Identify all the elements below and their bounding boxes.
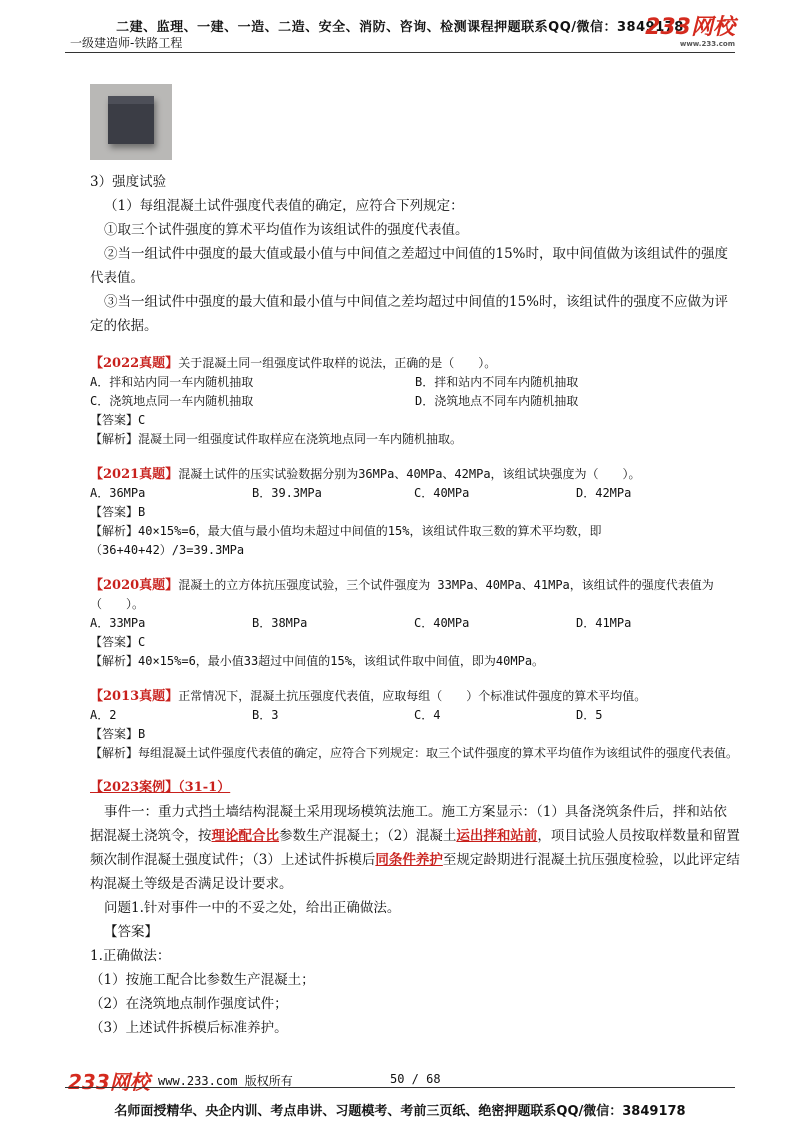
keyword: 理论配合比 bbox=[211, 828, 279, 844]
keyword: 运出拌和站前 bbox=[456, 828, 538, 844]
option: B．拌和站内不同车内随机抽取 bbox=[415, 375, 579, 389]
analysis: 【解析】40×15%=6，最大值与最小值均未超过中间值的15%，该组试件取三数的算术平均数，即（36+40+42）/3=39.3MPa bbox=[90, 524, 602, 557]
option: B．39.3MPa bbox=[252, 486, 322, 500]
header-subtitle: 一级建造师-铁路工程 bbox=[70, 36, 183, 50]
brand-logo-url: www.233.com bbox=[679, 40, 735, 48]
page-number: 50 / 68 bbox=[390, 1072, 441, 1086]
option-row bbox=[90, 392, 740, 411]
footer-banner: 名师面授精华、央企内训、考点串讲、习题模考、考前三页纸、绝密押题联系QQ/微信：3849178 bbox=[114, 1104, 686, 1119]
question-tag: 【2013真题】 bbox=[90, 689, 179, 704]
option: D．42MPa bbox=[576, 486, 632, 500]
question-tag: 【2022真题】 bbox=[90, 356, 179, 371]
footer-logo[interactable]: 233网校 bbox=[68, 1070, 150, 1094]
answer: 【答案】B bbox=[90, 505, 146, 519]
option: D．5 bbox=[576, 708, 603, 722]
analysis: 【解析】混凝土同一组强度试件取样应在浇筑地点同一车内随机抽取。 bbox=[90, 432, 463, 446]
case-question: 问题1.针对事件一中的不妥之处，给出正确做法。 bbox=[104, 900, 401, 916]
footer-site: www.233.com 版权所有 bbox=[158, 1074, 293, 1088]
answer: 【答案】B bbox=[90, 727, 146, 741]
option: C．40MPa bbox=[414, 486, 470, 500]
answer: 【答案】C bbox=[90, 635, 146, 649]
cube-shape bbox=[108, 96, 154, 144]
header-banner: 二建、监理、一建、一造、二造、安全、消防、咨询、检测课程押题联系QQ/微信：3849178 bbox=[116, 20, 684, 35]
footer-divider bbox=[65, 1087, 735, 1088]
question-stem: 【2020真题】混凝土的立方体抗压强度试验，三个试件强度为 33MPa、40MPa、41MPa，该组试件的强度代表值为（ ）。 bbox=[90, 578, 714, 611]
question-stem: 【2021真题】混凝土试件的压实试验数据分别为36MPa、40MPa、42MPa，该组试块强度为（ ）。 bbox=[90, 467, 641, 482]
section-heading: 3）强度试验 bbox=[90, 174, 167, 190]
brand-logo-text: 233网校 bbox=[645, 15, 735, 40]
option: B．3 bbox=[252, 708, 279, 722]
case-heading: 【2023案例】（31-1） bbox=[90, 780, 231, 795]
option: A．33MPa bbox=[90, 616, 146, 630]
case-answer-line: （3）上述试件拆模后标准养护。 bbox=[90, 1020, 288, 1036]
rule-item-2: ②当一组试件中强度的最大值或最小值与中间值之差超过中间值的15%时，取中间值做为该组试件的强度代表值。 bbox=[90, 246, 729, 286]
option: A．拌和站内同一车内随机抽取 bbox=[90, 375, 254, 389]
case-event: 事件一：重力式挡土墙结构混凝土采用现场模筑法施工。施工方案显示：（1）具备浇筑条件后，拌和站依据混凝土浇筑令，按理论配合比参数生产混凝土；（2）混凝土运出拌和站前，项目试验人员按取样数量和留置频次制作混凝土强度试件；（3）上述试件拆模后同条件养护至规定龄期进行混凝土抗压强度检验，以此评定结构混凝土等级是否满足设计要求。 bbox=[90, 804, 740, 892]
option: C．4 bbox=[414, 708, 441, 722]
option-row bbox=[90, 706, 740, 725]
option: C．浇筑地点同一车内随机抽取 bbox=[90, 394, 254, 408]
option-row bbox=[90, 614, 740, 633]
brand-logo[interactable] bbox=[645, 16, 735, 48]
case-answer-line: （2）在浇筑地点制作强度试件； bbox=[90, 996, 288, 1012]
option: D．41MPa bbox=[576, 616, 632, 630]
rule-item-1: ①取三个试件强度的算术平均值作为该组试件的强度代表值。 bbox=[104, 222, 469, 238]
option: C．40MPa bbox=[414, 616, 470, 630]
keyword: 同条件养护 bbox=[375, 852, 443, 868]
header-divider bbox=[65, 52, 735, 53]
option: A．36MPa bbox=[90, 486, 146, 500]
option: D．浇筑地点不同车内随机抽取 bbox=[415, 394, 579, 408]
rule-intro: （1）每组混凝土试件强度代表值的确定，应符合下列规定： bbox=[104, 198, 464, 214]
option: B．38MPa bbox=[252, 616, 308, 630]
analysis: 【解析】每组混凝土试件强度代表值的确定，应符合下列规定：取三个试件强度的算术平均值作为该组试件的强度代表值。 bbox=[90, 746, 739, 760]
case-answer-line: （1）按施工配合比参数生产混凝土； bbox=[90, 972, 315, 988]
answer: 【答案】C bbox=[90, 413, 146, 427]
analysis: 【解析】40×15%=6，最小值33超过中间值的15%，该组试件取中间值，即为40MPa。 bbox=[90, 654, 545, 668]
question-tag: 【2021真题】 bbox=[90, 467, 179, 482]
option-row bbox=[90, 484, 740, 503]
rule-item-3: ③当一组试件中强度的最大值和最小值与中间值之差均超过中间值的15%时，该组试件的强度不应做为评定的依据。 bbox=[90, 294, 729, 334]
case-answer-line: 1.正确做法： bbox=[90, 948, 171, 964]
concrete-cube-photo bbox=[90, 84, 172, 160]
option-row bbox=[90, 373, 740, 392]
option: A．2 bbox=[90, 708, 117, 722]
question-stem: 【2022真题】关于混凝土同一组强度试件取样的说法，正确的是（ ）。 bbox=[90, 356, 497, 371]
page-content bbox=[90, 170, 740, 1040]
question-stem: 【2013真题】正常情况下，混凝土抗压强度代表值，应取每组（ ）个标准试件强度的算术平均值。 bbox=[90, 689, 647, 704]
case-answer-label: 【答案】 bbox=[104, 924, 158, 940]
question-tag: 【2020真题】 bbox=[90, 578, 179, 593]
